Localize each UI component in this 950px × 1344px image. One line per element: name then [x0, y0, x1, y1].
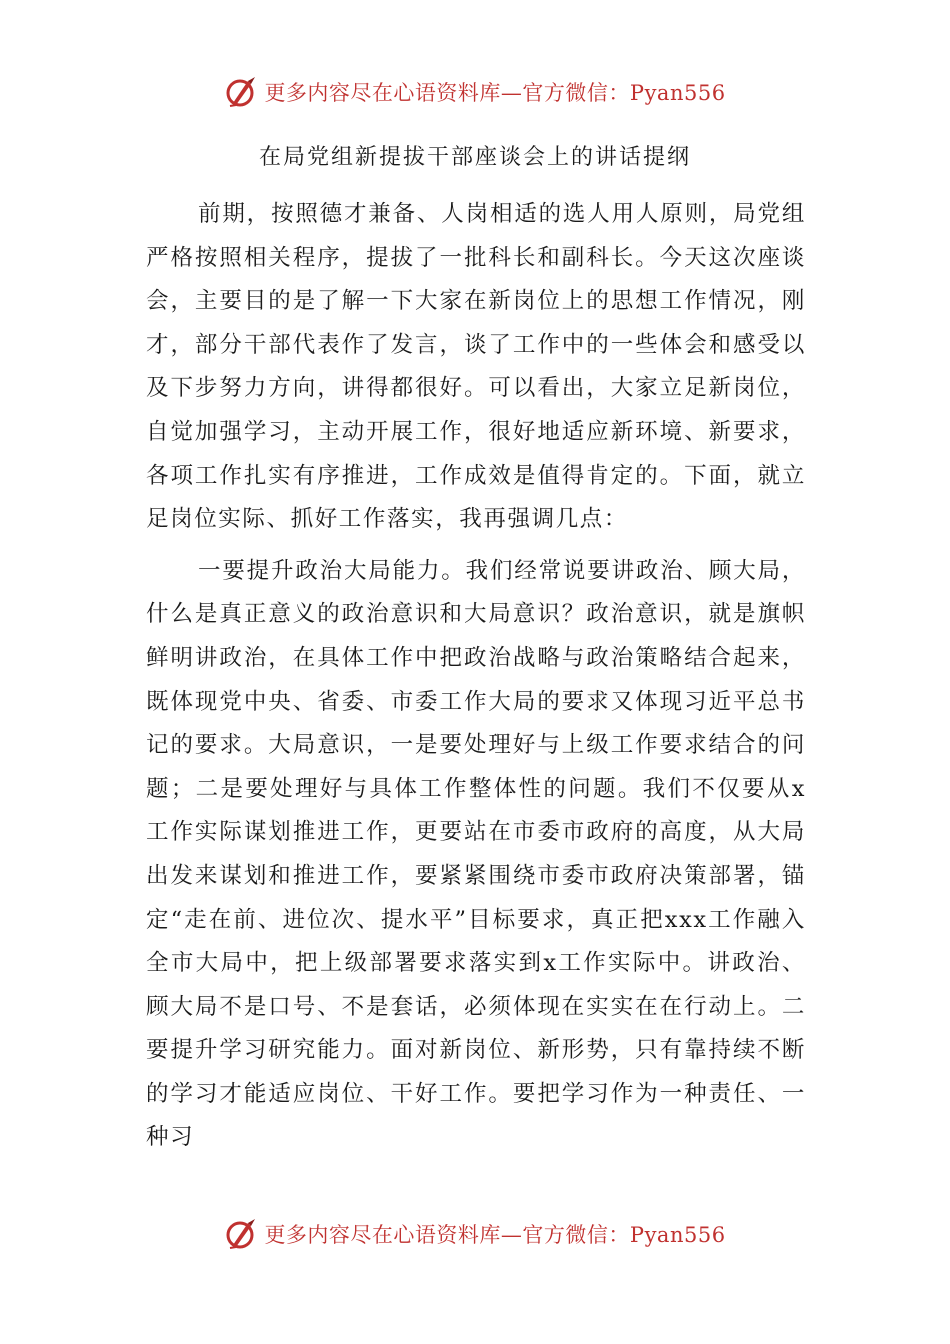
paragraph-point-one: 一要提升政治大局能力。我们经常说要讲政治、顾大局，什么是真正意义的政治意识和大局意识？政治意识，就是旗帜鲜明讲政治，在具体工作中把政治战略与政治策略结合起来，既体现党中央、省委、市委工作大局的要求又体现习近平总书记的要求。大局意识，一是要处理好与上级工作要求结合的问题；二是要处理好与具体工作整体性的问题。我们不仅要从x工作实际谋划推进工作，更要站在市委市政府的高度，从大局出发来谋划和推进工作，要紧紧围绕市委市政府决策部署，锚定“走在前、进位次、提水平”目标要求，真正把xxx工作融入全市大局中，把上级部署要求落实到x工作实际中。讲政治、顾大局不是口号、不是套话，必须体现在实实在在行动上。二要提升学习研究能力。面对新岗位、新形势，只有靠持续不断的学习才能适应岗位、干好工作。要把学习作为一种责任、一种习 — [146, 557, 806, 1151]
watermark-text: 更多内容尽在心语资料库—官方微信：Pyan556 — [264, 1223, 726, 1247]
watermark-header — [0, 72, 950, 112]
document-body — [146, 193, 806, 1160]
paragraph-intro: 前期，按照德才兼备、人岗相适的选人用人原则，局党组严格按照相关程序，提拔了一批科长和副科长。今天这次座谈会，主要目的是了解一下大家在新岗位上的思想工作情况，刚才，部分干部代表作了发言，谈了工作中的一些体会和感受以及下步努力方向，讲得都很好。可以看出，大家立足新岗位，自觉加强学习，主动开展工作，很好地适应新环境、新要求，各项工作扎实有序推进，工作成效是值得肯定的。下面，就立足岗位实际、抓好工作落实，我再强调几点： — [146, 201, 806, 533]
quill-pen-logo-icon — [224, 75, 258, 109]
watermark-footer — [0, 1214, 950, 1254]
watermark-text: 更多内容尽在心语资料库—官方微信：Pyan556 — [264, 81, 726, 105]
quill-pen-logo-icon — [224, 1217, 258, 1251]
document-title: 在局党组新提拔干部座谈会上的讲话提纲 — [258, 145, 691, 170]
